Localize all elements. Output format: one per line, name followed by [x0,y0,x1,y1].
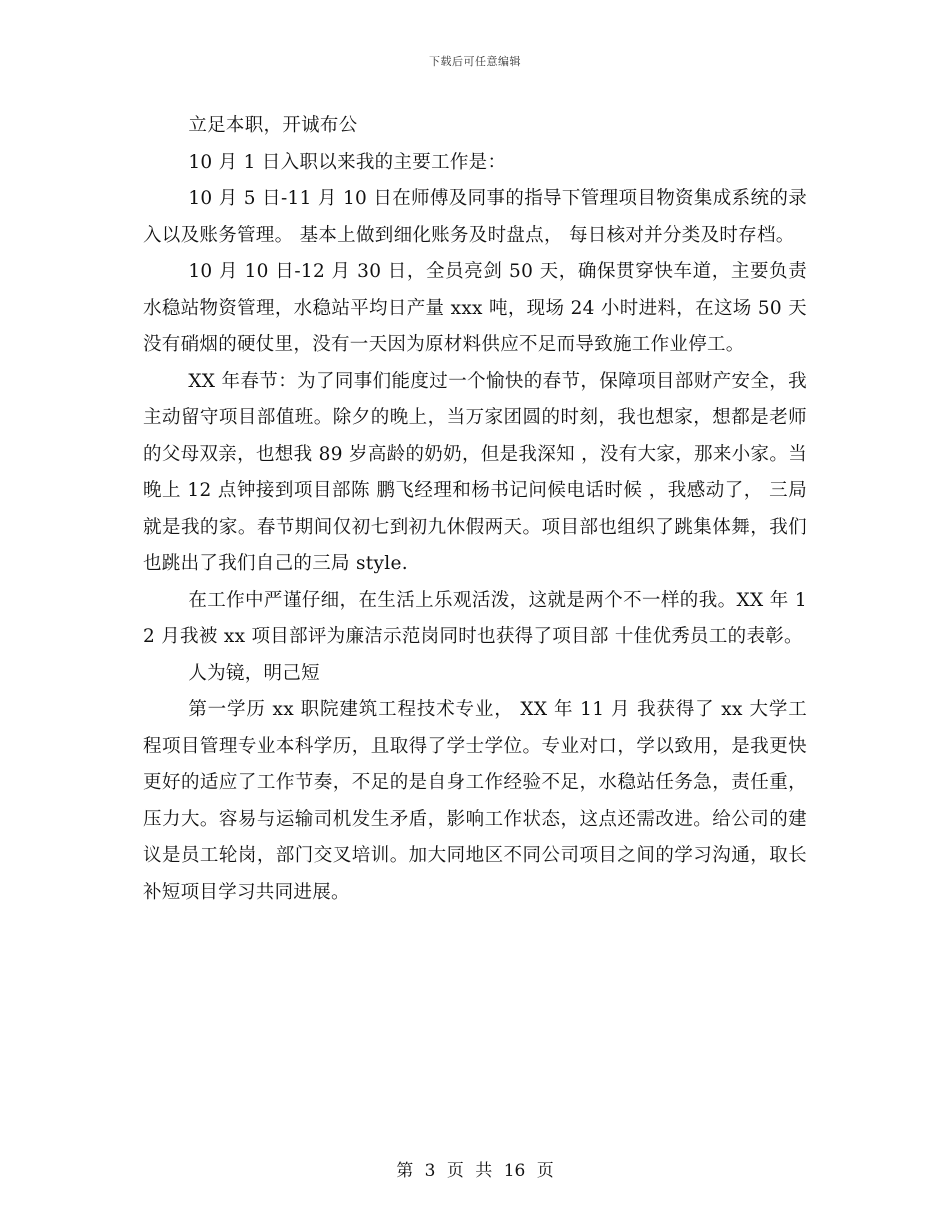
paragraph-spring-festival: XX 年春节：为了同事们能度过一个愉快的春节，保障项目部财产安全，我主动留守项目部值班。除夕的晚上，当万家团圆的时刻，我也想家，想都是老师的父母双亲，也想我 89 岁高龄的奶奶，但是我深知 ，没有大家，那来小家。当晚上 12 点钟接到项目部陈 鹏飞经理和杨书记问候电话时候 ，我感动了， 三局就是我的家。春节期间仅初七到初九休假两天。项目部也组织了跳集体舞，我们也跳出了我们自己的三局 style. [143,370,807,574]
section-heading-mirror: 人为镜，明己短 [188,662,320,684]
paragraph-work-attitude: 在工作中严谨仔细，在生活上乐观活泼，这就是两个不一样的我。XX 年 12 月我被 xx 项目部评为廉洁示范岗同时也获得了项目部 十佳优秀员工的表彰。 [143,589,807,647]
page-header-note: 下载后可任意编辑 [429,55,521,68]
page-number: 第 3 页 共 16 页 [396,1161,554,1181]
paragraph-fast-lane: 10 月 10 日-12 月 30 日，全员亮剑 50 天，确保贯穿快车道，主要负责水稳站物资管理，水稳站平均日产量 xxx 吨，现场 24 小时进料，在这场 50 天没有硝烟的硬仗里，没有一天因为原材料供应不足而导致施工作业停工。 [143,261,807,355]
paragraph-materials-system: 10 月 5 日-11 月 10 日在师傅及同事的指导下管理项目物资集成系统的录入以及账务管理。 基本上做到细化账务及时盘点， 每日核对并分类及时存档。 [143,188,807,246]
paragraph-education: 第一学历 xx 职院建筑工程技术专业， XX 年 11 月 我获得了 xx 大学工程项目管理专业本科学历，且取得了学士学位。专业对口，学以致用，是我更快更好的适应了工作节奏，不足的是自身工作经验不足，水稳站任务急，责任重，压力大。容易与运输司机发生矛盾，影响工作状态，这点还需改进。给公司的建议是员工轮岗，部门交叉培训。加大同地区不同公司项目之间的学习沟通，取长补短项目学习共同进展。 [143,699,807,903]
document-body [143,108,807,911]
paragraph-intro: 10 月 1 日入职以来我的主要工作是： [188,151,507,173]
section-heading-duty: 立足本职，开诚布公 [188,115,358,136]
